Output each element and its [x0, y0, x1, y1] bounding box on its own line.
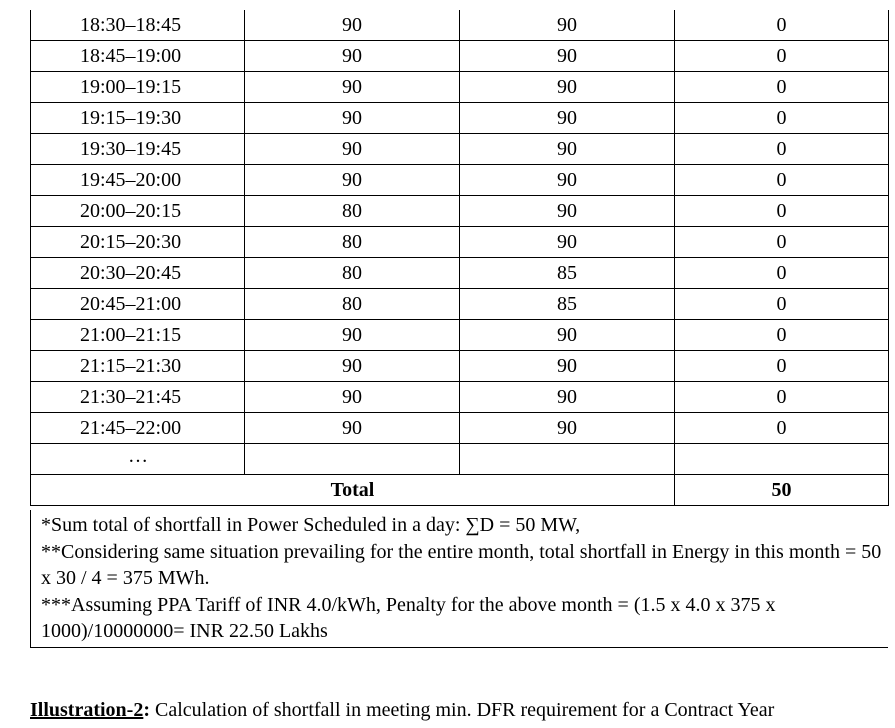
note-penalty: ***Assuming PPA Tariff of INR 4.0/kWh, Penalty for the above month = (1.5 x 4.0 x 375 x 1000)/10000000= INR 22.50 Lakhs — [41, 593, 776, 642]
shortfall-cell: 0 — [675, 103, 889, 134]
shortfall-cell: 0 — [675, 41, 889, 72]
time-cell: 18:30–18:45 — [31, 10, 245, 41]
table-row — [31, 41, 889, 72]
note-energy-shortfall: **Considering same situation prevailing for the entire month, total shortfall in Energy in this month = 50 x 30 / 4 = 375 MWh. — [41, 540, 882, 589]
table-row — [31, 10, 889, 41]
shortfall-cell: 0 — [675, 165, 889, 196]
shortfall-cell: 0 — [675, 72, 889, 103]
value-cell: 85 — [460, 258, 675, 289]
time-cell: 20:45–21:00 — [31, 289, 245, 320]
time-cell: 20:00–20:15 — [31, 196, 245, 227]
shortfall-cell: 0 — [675, 351, 889, 382]
time-cell: 21:15–21:30 — [31, 351, 245, 382]
value-cell: 90 — [460, 196, 675, 227]
value-cell: 90 — [245, 413, 460, 444]
value-cell: 90 — [245, 382, 460, 413]
value-cell: 90 — [460, 41, 675, 72]
value-cell: 85 — [460, 289, 675, 320]
table-row — [31, 165, 889, 196]
table-body — [31, 10, 889, 506]
value-cell: 90 — [245, 134, 460, 165]
shortfall-table — [30, 10, 889, 506]
table-row — [31, 103, 889, 134]
value-cell: 90 — [460, 103, 675, 134]
time-cell: 21:45–22:00 — [31, 413, 245, 444]
value-cell: 90 — [245, 103, 460, 134]
value-cell: 90 — [460, 320, 675, 351]
table-row — [31, 351, 889, 382]
empty-cell — [460, 444, 675, 475]
value-cell: 90 — [460, 227, 675, 258]
table-row — [31, 382, 889, 413]
time-cell: 19:15–19:30 — [31, 103, 245, 134]
value-cell: 90 — [460, 72, 675, 103]
time-cell: 18:45–19:00 — [31, 41, 245, 72]
shortfall-cell: 0 — [675, 227, 889, 258]
shortfall-cell: 0 — [675, 10, 889, 41]
value-cell: 90 — [245, 351, 460, 382]
table-row — [31, 196, 889, 227]
shortfall-cell: 0 — [675, 258, 889, 289]
illustration-caption — [30, 697, 774, 723]
table-row — [31, 320, 889, 351]
illustration-colon: : — [143, 699, 151, 721]
table-row — [31, 134, 889, 165]
value-cell: 80 — [245, 196, 460, 227]
ellipsis-cell: … — [31, 444, 245, 475]
value-cell: 90 — [460, 351, 675, 382]
table-row — [31, 289, 889, 320]
ellipsis-row — [31, 444, 889, 475]
value-cell: 90 — [245, 72, 460, 103]
time-cell: 21:00–21:15 — [31, 320, 245, 351]
note-sum-total: *Sum total of shortfall in Power Scheduled in a day: ∑D = 50 MW, — [41, 514, 581, 536]
illustration-text: Calculation of shortfall in meeting min. DFR requirement for a Contract Year — [150, 699, 775, 721]
total-row — [31, 475, 889, 506]
empty-cell — [245, 444, 460, 475]
value-cell: 90 — [460, 413, 675, 444]
time-cell: 20:30–20:45 — [31, 258, 245, 289]
value-cell: 90 — [460, 10, 675, 41]
total-value: 50 — [675, 475, 889, 506]
shortfall-cell: 0 — [675, 413, 889, 444]
value-cell: 90 — [460, 382, 675, 413]
illustration-label: Illustration-2 — [30, 699, 144, 721]
value-cell: 90 — [245, 10, 460, 41]
time-cell: 19:30–19:45 — [31, 134, 245, 165]
shortfall-cell: 0 — [675, 196, 889, 227]
value-cell: 80 — [245, 227, 460, 258]
time-cell: 21:30–21:45 — [31, 382, 245, 413]
table-row — [31, 413, 889, 444]
time-cell: 19:45–20:00 — [31, 165, 245, 196]
value-cell: 90 — [245, 320, 460, 351]
value-cell: 80 — [245, 289, 460, 320]
empty-cell — [675, 444, 889, 475]
value-cell: 90 — [460, 134, 675, 165]
value-cell: 90 — [460, 165, 675, 196]
value-cell: 90 — [245, 41, 460, 72]
total-label: Total — [31, 475, 675, 506]
table-row — [31, 227, 889, 258]
value-cell: 90 — [245, 165, 460, 196]
shortfall-cell: 0 — [675, 289, 889, 320]
table-row — [31, 258, 889, 289]
shortfall-cell: 0 — [675, 320, 889, 351]
notes-box — [30, 510, 888, 648]
value-cell: 80 — [245, 258, 460, 289]
time-cell: 19:00–19:15 — [31, 72, 245, 103]
table-row — [31, 72, 889, 103]
time-cell: 20:15–20:30 — [31, 227, 245, 258]
shortfall-cell: 0 — [675, 382, 889, 413]
shortfall-cell: 0 — [675, 134, 889, 165]
